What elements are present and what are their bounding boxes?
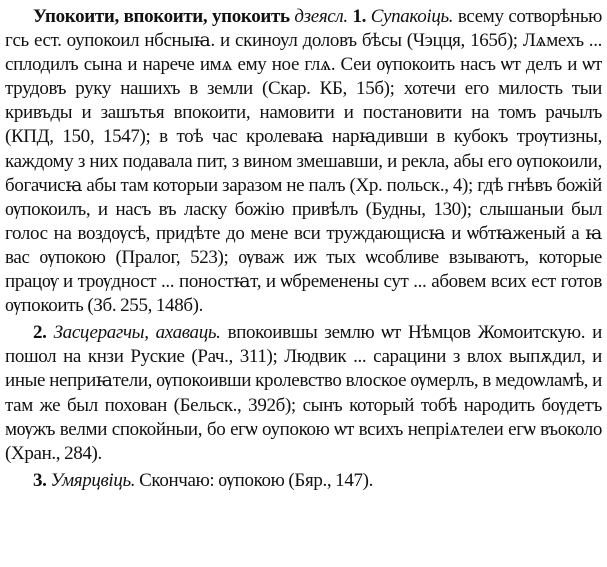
sense-2-gloss: Засцерагчы, ахаваць.	[53, 322, 221, 344]
sense-1-text: всему сотворѣнью гсь ест. оупокоил нбсныꙗ. и скиноул доловъ бѣсы (Чэцця, 165б); Лѧмехъ ... сплодилъ сына и нарече имѧ ему ное глѧ. Сеи ѹпокоить насъ ѡт делъ и ѡт трудовъ руку нашихъ в земли (Скар. КБ, 15б); хотечи его милость тыи кривъды и зашътья впокоити, намовити и постановити на томъ рачылъ (КПД, 150, 1547); в тоѣ час кролеваꙗ нарꙗдивши в кубокъ трѹтизны, каждому з них подавала пит, з вином змешавши, и рекла, абы его ѹпокоили, богачисꙗ абы там которыи заразом не палъ (Хр. польск., 4); гдѣ гнѣвъ божій ѹпокоилъ, и насъ въ ласку божію привѣлъ (Будны, 130); слышаныи был голос на воздѹсѣ, придѣте до мене вси труждающисꙗ и ѡбтꙗженый а ꙗ вас ѹпокою (Пралог, 523); ѹваж иж тых ѡсобливе взываютъ, которые працѹ и трѹдност ... поностꙗт, и ѡбременены сут ... абовем всих ест готов ѹпокоить (Зб. 255, 148б).	[5, 6, 603, 317]
sense-1-paragraph	[5, 5, 602, 318]
sense-3-paragraph	[5, 469, 602, 493]
sense-1-number: 1.	[352, 6, 366, 27]
grammar-label: дзеясл.	[294, 6, 348, 27]
sense-3-gloss: Умярцвіць.	[50, 469, 136, 491]
headword: Упокоити, впокоити, упокоить	[33, 6, 290, 27]
sense-3-number: 3.	[33, 469, 47, 491]
sense-3-text: Скончаю: ѹпокою (Бяр., 147).	[139, 469, 374, 491]
sense-2-text: впокоившы землю ѡт Нѣмцов Жомоитскую. и пошол на кнзи Руские (Рач., 311); Людвик ... сарацини з влох выпѫдил, и иные неприꙗтели, ѹпокоивши кролевство влоское ѹмерлъ, в медоѡламѣ, и там же был похован (Бельск., 392б); сынъ который тобѣ народить бѹдетъ мѹжъ велми спокойныи, бо егѡ оупокою ѡт всихъ непріѧтелеи егѡ въоколо (Хран., 284).	[5, 322, 602, 464]
sense-1-gloss: Супакоіць.	[370, 6, 454, 27]
sense-2-paragraph	[5, 321, 602, 466]
sense-2-number: 2.	[33, 322, 47, 344]
